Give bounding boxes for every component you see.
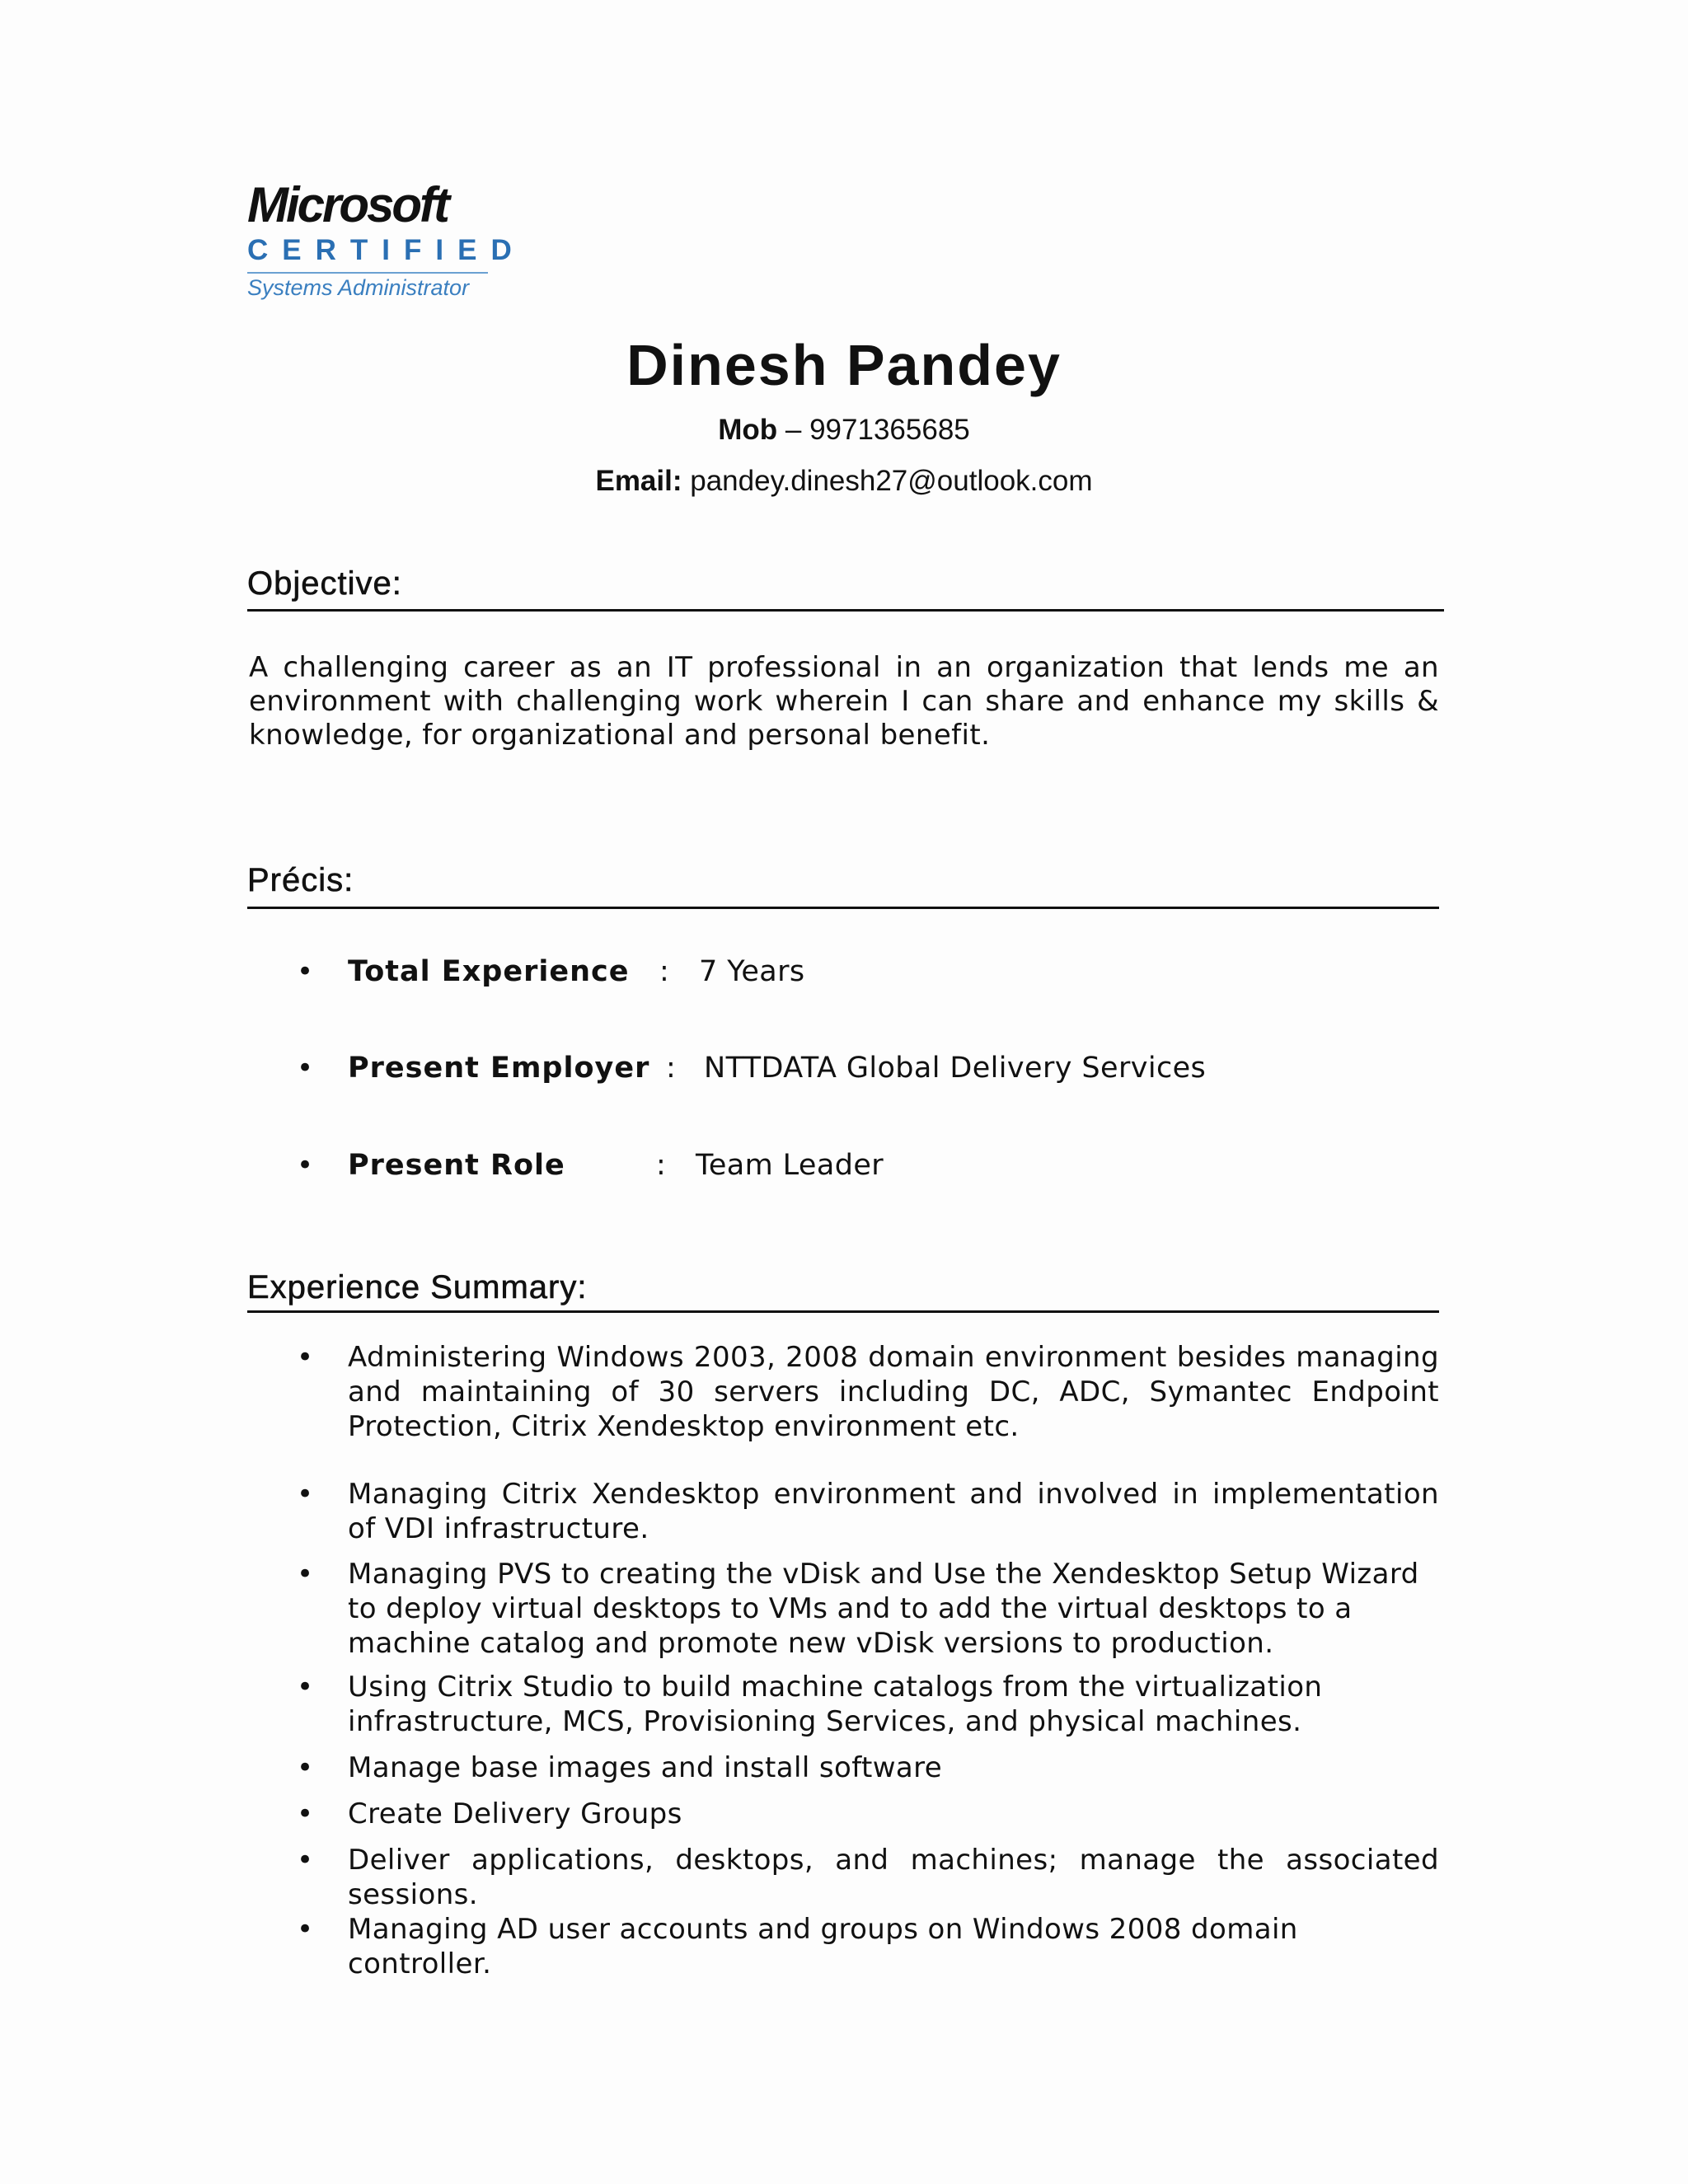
email-label: Email:: [595, 465, 682, 497]
bullet-icon: •: [297, 1797, 314, 1830]
logo-role: Systems Administrator: [247, 275, 470, 300]
bullet-icon: •: [297, 1913, 314, 1946]
bullet-icon: •: [297, 1478, 314, 1511]
bullet-icon: •: [297, 1149, 314, 1182]
microsoft-certified-logo: [247, 177, 526, 301]
bullet-icon: •: [297, 1751, 314, 1784]
bullet-icon: •: [297, 1844, 314, 1877]
bullet-icon: •: [297, 1052, 314, 1085]
precis-value: NTTDATA Global Delivery Services: [704, 1052, 1207, 1085]
mobile-line: [0, 412, 1688, 448]
experience-item: Managing PVS to creating the vDisk and Use the Xendesktop Setup Wizard to deploy virtual desktops to VMs and to add the virtual desktops to a machine catalog and promote new vDisk versions to production.: [348, 1558, 1419, 1660]
experience-item: Managing Citrix Xendesktop environment and involved in implementation of VDI infrastructure.: [348, 1478, 1439, 1545]
precis-label: Present Role: [348, 1149, 565, 1182]
experience-item: Managing AD user accounts and groups on Windows 2008 domain controller.: [348, 1913, 1298, 1980]
email-address[interactable]: pandey.dinesh27@outlook.com: [690, 465, 1093, 497]
logo-certified: CERTIFIED: [247, 234, 526, 266]
precis-label: Present Employer: [348, 1052, 650, 1085]
experience-heading: Experience Summary:: [247, 1269, 588, 1305]
experience-item: Using Citrix Studio to build machine catalogs from the virtualization infrastructure, MCS, Provisioning Services, and physical machines.: [348, 1671, 1323, 1738]
bullet-icon: •: [297, 1671, 314, 1704]
precis-value: Team Leader: [696, 1149, 884, 1182]
precis-label: Total Experience: [348, 955, 630, 988]
objective-rule: [247, 609, 1444, 612]
candidate-name: Dinesh Pandey: [626, 333, 1062, 397]
bullet-icon: •: [297, 1558, 314, 1591]
mobile-label: Mob: [718, 414, 778, 446]
experience-item: Administering Windows 2003, 2008 domain environment besides managing and maintaining of 30 servers including DC, ADC, Symantec Endpoint Protection, Citrix Xendesktop environment etc.: [348, 1341, 1439, 1443]
objective-heading: Objective:: [247, 565, 402, 602]
bullet-icon: •: [297, 955, 314, 988]
mobile-separator: –: [777, 414, 810, 446]
experience-rule: [247, 1310, 1439, 1313]
precis-value: 7 Years: [699, 955, 805, 988]
precis-colon: :: [656, 1149, 666, 1182]
precis-heading: Précis:: [247, 862, 354, 898]
precis-rule: [247, 907, 1439, 909]
experience-item: Create Delivery Groups: [348, 1797, 682, 1830]
precis-colon: :: [659, 955, 669, 988]
bullet-icon: •: [297, 1341, 314, 1374]
objective-text: A challenging career as an IT professional in an organization that lends me an environment with challenging work wherein I can share and enhance my skills & knowledge, for organizational and personal benefit.: [249, 651, 1439, 752]
experience-item: Manage base images and install software: [348, 1751, 943, 1784]
mobile-number: 9971365685: [809, 414, 970, 446]
experience-item: Deliver applications, desktops, and machines; manage the associated sessions.: [348, 1844, 1439, 1911]
logo-brand: Microsoft: [247, 177, 448, 232]
logo-divider: [247, 272, 488, 274]
precis-colon: :: [666, 1052, 676, 1085]
email-line: [0, 463, 1688, 499]
